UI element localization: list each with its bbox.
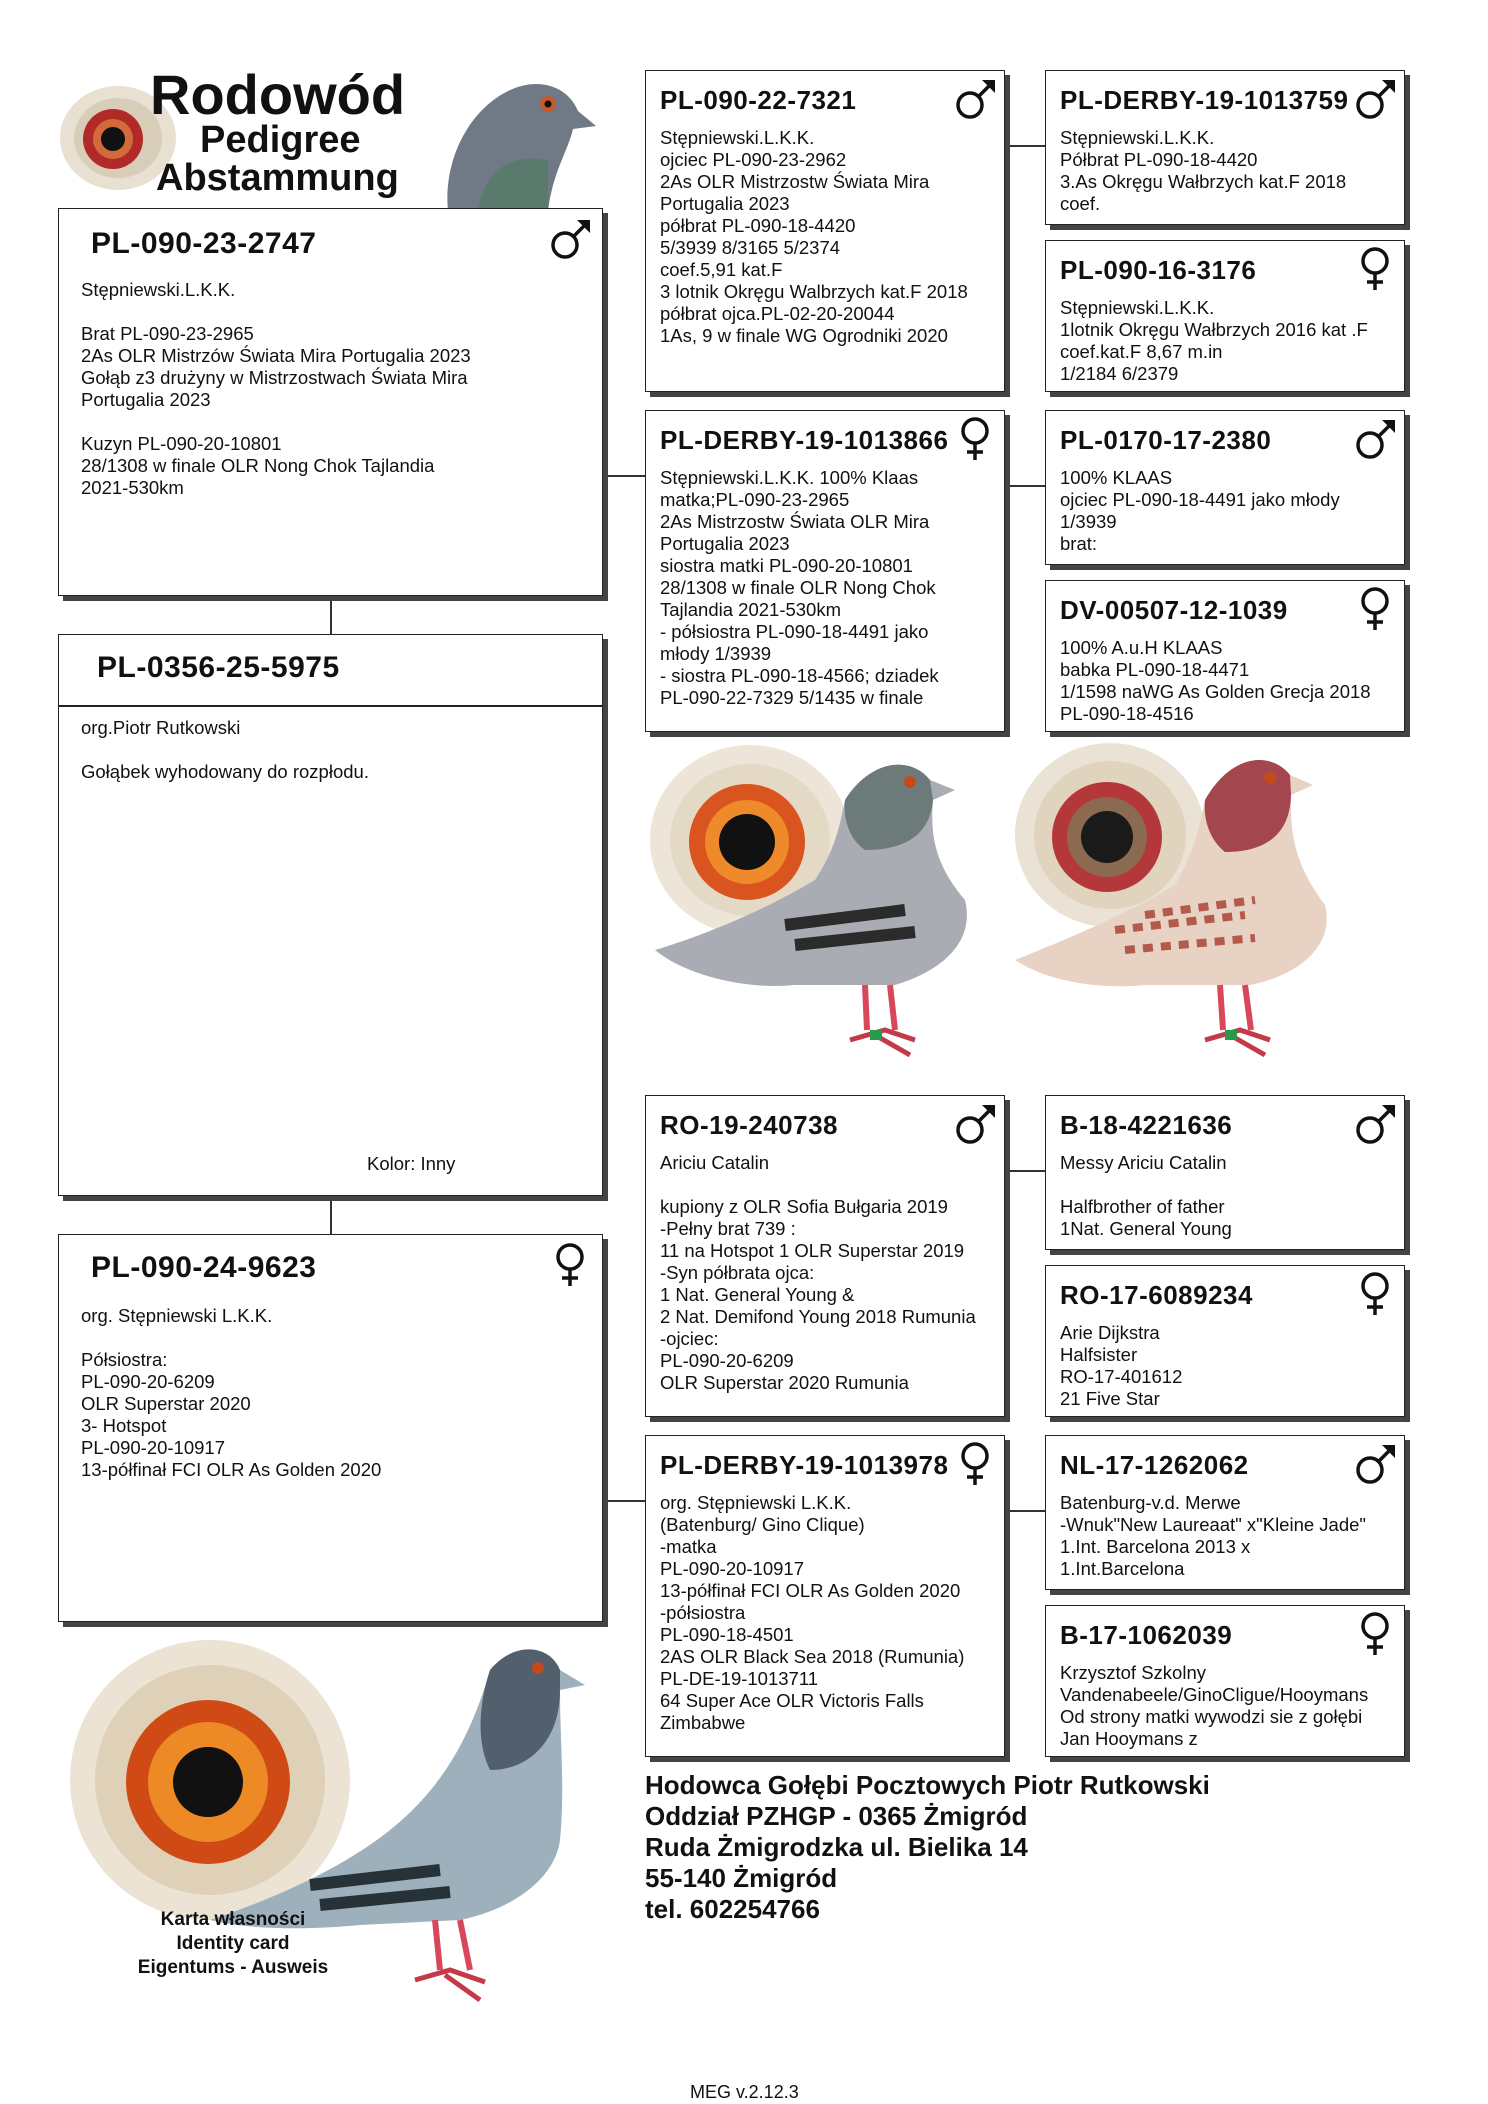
breeder-line: tel. 602254766 (645, 1894, 820, 1924)
ring-number: NL-17-1262062 (1060, 1450, 1249, 1480)
female-icon (547, 1241, 593, 1287)
subject-card (58, 634, 603, 1196)
description: Stępniewski.L.K.K. 100% Klaas matka;PL-090-23-2965 2As Mistrzostw Świata OLR Mira Portugalia 2023 siostra matki PL-090-20-10801 28/1308 w finale OLR Nong Chok Tajlandia 2021-530km - półsiostra PL-090-18-4491 jako młody 1/3939 - siostra PL-090-18-4566; dziadek PL-090-22-7329 5/1435 w finale (660, 467, 939, 708)
mfm-card (1045, 1265, 1405, 1417)
description: 100% KLAAS ojciec PL-090-18-4491 jako młody 1/3939 brat: (1060, 467, 1340, 554)
ring-number: PL-DERBY-19-1013978 (660, 1450, 949, 1480)
male-icon (952, 77, 998, 123)
ff-card (645, 70, 1005, 392)
parent-pigeons-image (645, 740, 1405, 1090)
female-icon (952, 415, 998, 461)
description: Stępniewski.L.K.K. Brat PL-090-23-2965 2As OLR Mistrzów Świata Mira Portugalia 2023 Gołąb z3 drużyny w Mistrzostwach Świata Mira Portugalia 2023 Kuzyn PL-090-20-10801 28/1308 w finale OLR Nong Chok Tajlandia 2021-530km (81, 279, 471, 498)
male-icon (1352, 1102, 1398, 1148)
description: Stępniewski.L.K.K. 1lotnik Okręgu Wałbrzych 2016 kat .F coef.kat.F 8,67 m.in 1/2184 6/2379 (1060, 297, 1368, 384)
connector (602, 475, 646, 477)
description: Arie Dijkstra Halfsister RO-17-401612 21 Five Star (1060, 1322, 1183, 1409)
ring-number: PL-090-22-7321 (660, 85, 857, 115)
ring-number: RO-17-6089234 (1060, 1280, 1253, 1310)
ffm-card (1045, 240, 1405, 392)
fff-card (1045, 70, 1405, 225)
mf-card (645, 1095, 1005, 1417)
female-icon (952, 1440, 998, 1486)
ring-number: PL-DERBY-19-1013759 (1060, 85, 1349, 115)
breeder-line: Hodowca Gołębi Pocztowych Piotr Rutkowski (645, 1770, 1210, 1800)
male-icon (1352, 1442, 1398, 1488)
card-line-1: Karta własności (160, 1909, 306, 1930)
color-label: Kolor: Inny (367, 1153, 456, 1174)
header-logo (58, 65, 598, 200)
connector (1003, 485, 1047, 487)
male-icon (547, 217, 593, 263)
connector (1003, 1170, 1047, 1172)
description: org.Piotr Rutkowski Gołąbek wyhodowany do rozpłodu. (81, 717, 369, 782)
ring-number: PL-DERBY-19-1013866 (660, 425, 949, 455)
ring-number: DV-00507-12-1039 (1060, 595, 1288, 625)
ring-number: PL-090-23-2747 (91, 227, 317, 260)
male-icon (1352, 77, 1398, 123)
connector (1003, 145, 1047, 147)
title-rodowod: Rodowód (150, 63, 406, 126)
ring-number: PL-0170-17-2380 (1060, 425, 1272, 455)
description: org. Stępniewski L.K.K. (Batenburg/ Gino Clique) -matka PL-090-20-10917 13-półfinał FCI OLR As Golden 2020 -półsiostra PL-090-18-4501 2AS OLR Black Sea 2018 (Rumunia) PL-DE-19-1013711 64 Super Ace OLR Victoris Falls Zimbabwe (660, 1492, 965, 1733)
fm-card (645, 410, 1005, 732)
breeder-line: 55-140 Żmigród (645, 1863, 838, 1893)
breeder-line: Ruda Żmigrodzka ul. Bielika 14 (645, 1832, 1028, 1862)
female-icon (1352, 245, 1398, 291)
female-icon (1352, 1270, 1398, 1316)
description: Batenburg-v.d. Merwe -Wnuk"New Laureaat" x"Kleine Jade" 1.Int. Barcelona 2013 x 1.Int.Barcelona (1060, 1492, 1366, 1579)
connector (1003, 1510, 1047, 1512)
description: Stępniewski.L.K.K. Półbrat PL-090-18-4420 3.As Okręgu Wałbrzych kat.F 2018 coef. (1060, 127, 1347, 214)
mm-card (645, 1435, 1005, 1757)
mmm-card (1045, 1605, 1405, 1757)
breeder-line: Oddział PZHGP - 0365 Żmigród (645, 1801, 1028, 1831)
breeder-info (645, 1770, 1210, 1925)
male-icon (952, 1102, 998, 1148)
connector (330, 595, 332, 635)
connector (602, 1500, 646, 1502)
fmm-card (1045, 580, 1405, 732)
ring-number: PL-0356-25-5975 (97, 651, 340, 684)
identity-card-label (128, 1908, 338, 1980)
description: Messy Ariciu Catalin Halfbrother of father 1Nat. General Young (1060, 1152, 1232, 1239)
mmf-card (1045, 1435, 1405, 1590)
ring-number: RO-19-240738 (660, 1110, 838, 1140)
card-line-2: Identity card (176, 1933, 290, 1954)
description: org. Stępniewski L.K.K. Półsiostra: PL-090-20-6209 OLR Superstar 2020 3- Hotspot PL-090-20-10917 13-półfinał FCI OLR As Golden 2020 (81, 1305, 382, 1480)
female-icon (1352, 585, 1398, 631)
version-label: MEG v.2.12.3 (690, 2082, 799, 2102)
pigeon-head-icon (438, 71, 598, 211)
connector (330, 1195, 332, 1235)
description: Ariciu Catalin kupiony z OLR Sofia Bułgaria 2019 -Pełny brat 739 : 11 na Hotspot 1 OLR Superstar 2019 -Syn półbrata ojca: 1 Nat. General Young & 2 Nat. Demifond Young 2018 Rumunia -ojciec: PL-090-20-6209 OLR Superstar 2020 Rumunia (660, 1152, 976, 1393)
father-card (58, 208, 603, 596)
description: Krzysztof Szkolny Vandenabeele/GinoCligue/Hooymans Od strony matki wywodzi sie z gołębi Jan Hooymans z (1060, 1662, 1369, 1749)
card-line-3: Eigentums - Ausweis (137, 1957, 329, 1978)
description: Stępniewski.L.K.K. ojciec PL-090-23-2962 2As OLR Mistrzostw Świata Mira Portugalia 2023 półbrat PL-090-18-4420 5/3939 8/3165 5/2374 coef.5,91 kat.F 3 lotnik Okręgu Walbrzych kat.F 2018 półbrat ojca.PL-02-20-20044 1As, 9 w finale WG Ogrodniki 2020 (660, 127, 968, 346)
mother-card (58, 1234, 603, 1622)
mff-card (1045, 1095, 1405, 1250)
ring-number: PL-090-24-9623 (91, 1251, 317, 1284)
title-pedigree: Pedigree (200, 119, 361, 161)
description: 100% A.u.H KLAAS babka PL-090-18-4471 1/1598 naWG As Golden Grecja 2018 PL-090-18-4516 (1060, 637, 1371, 724)
male-icon (1352, 417, 1398, 463)
ring-number: PL-090-16-3176 (1060, 255, 1257, 285)
fmf-card (1045, 410, 1405, 565)
title-abstammung: Abstammung (156, 157, 399, 199)
ring-number: B-17-1062039 (1060, 1620, 1233, 1650)
ring-number: B-18-4221636 (1060, 1110, 1233, 1140)
female-icon (1352, 1610, 1398, 1656)
